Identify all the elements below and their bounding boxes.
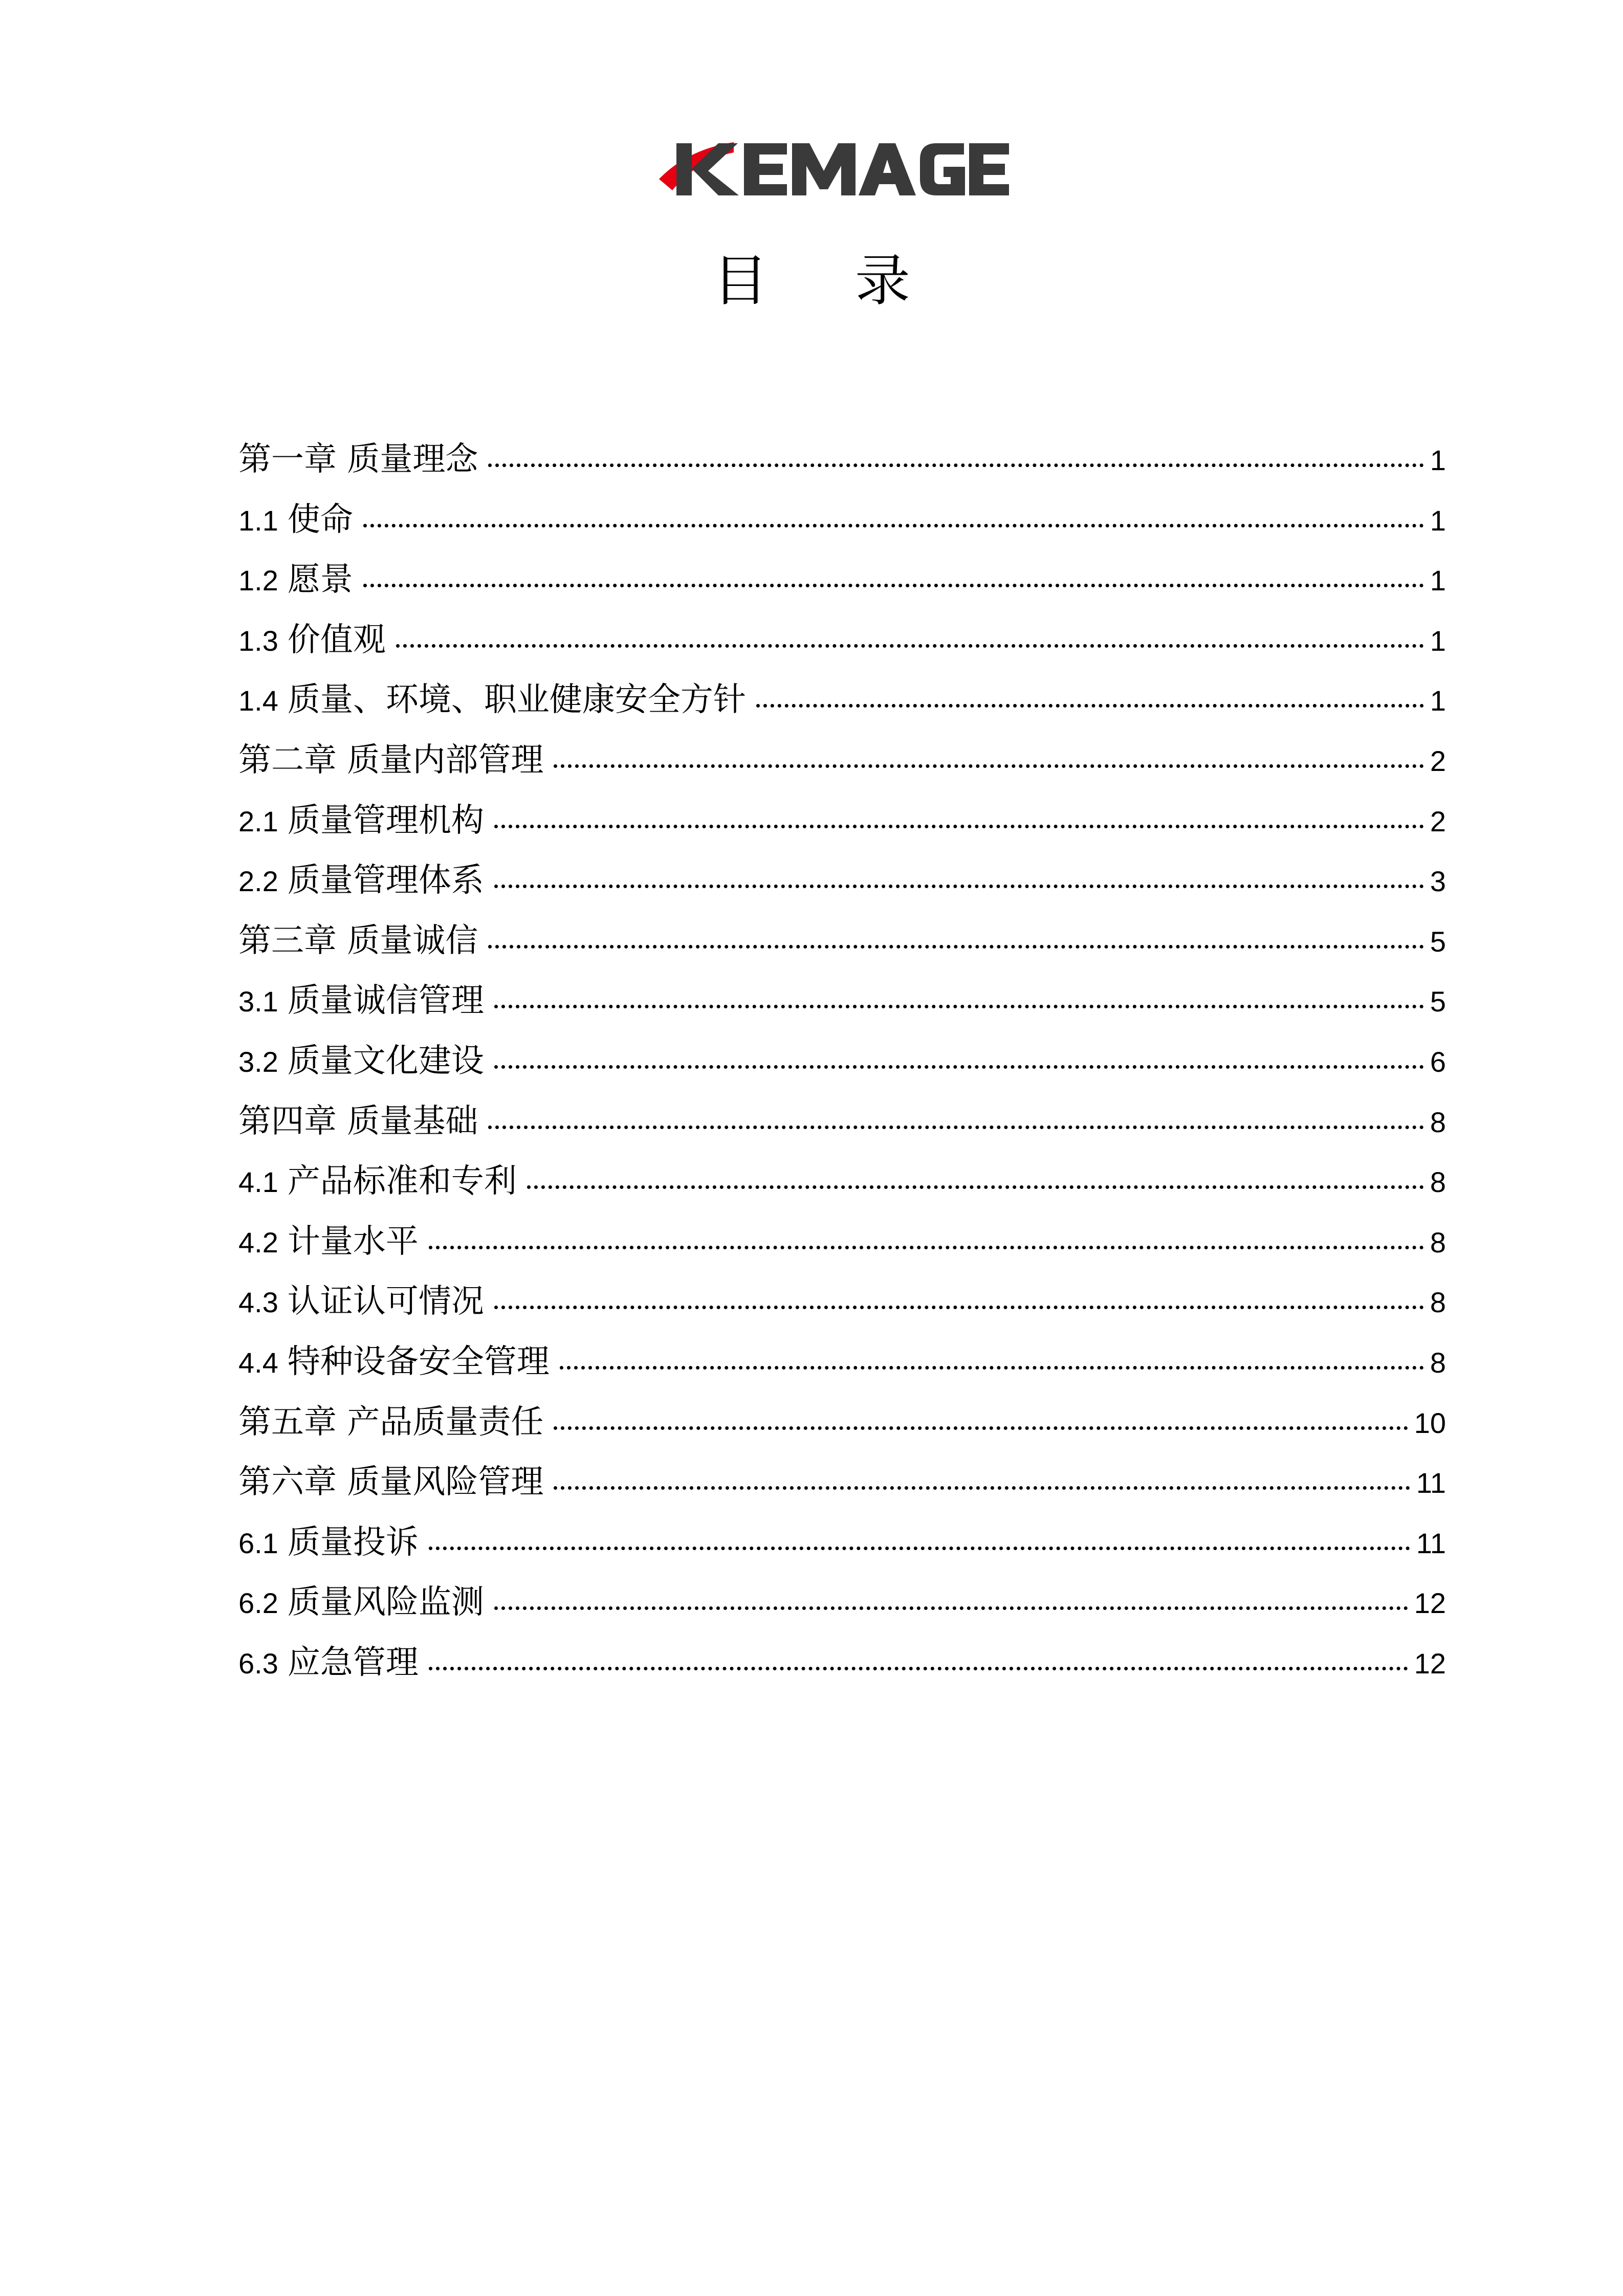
- toc-entry-text: 应急管理: [287, 1643, 419, 1682]
- toc-entry-text: 产品标准和专利: [287, 1162, 517, 1201]
- toc-entry-label: [238, 1633, 423, 1694]
- toc-entry-label: [238, 1332, 554, 1393]
- toc-page-number: 2: [1430, 805, 1446, 837]
- toc-page-number: 5: [1430, 985, 1446, 1018]
- toc-entry-number: 6.1: [238, 1527, 278, 1559]
- toc-page-number: 3: [1430, 865, 1446, 898]
- toc-entry-number: 2.2: [238, 865, 278, 898]
- toc-dot-leader: [488, 1125, 1424, 1129]
- toc-entry-label: [238, 1152, 521, 1212]
- toc-entry-text: 质量文化建设: [287, 1042, 484, 1080]
- toc-page-number: 8: [1430, 1226, 1446, 1259]
- toc-entry-text: 第六章 质量风险管理: [238, 1463, 544, 1502]
- toc-dot-leader: [488, 463, 1424, 467]
- toc-dot-leader: [494, 1306, 1424, 1309]
- toc-entry-text: 第一章 质量理念: [238, 440, 478, 478]
- toc-entry-text: 计量水平: [287, 1222, 419, 1261]
- toc-entry-number: 1.3: [238, 624, 278, 657]
- toc-entry-label: [238, 670, 750, 731]
- toc-chapter-entry[interactable]: [238, 430, 1446, 490]
- toc-page-number: 8: [1430, 1166, 1446, 1199]
- toc-dot-leader: [494, 1005, 1424, 1008]
- toc-chapter-entry[interactable]: [238, 1452, 1446, 1513]
- toc-dot-leader: [554, 1486, 1410, 1490]
- toc-dot-leader: [363, 584, 1424, 587]
- toc-entry-label: [238, 971, 488, 1032]
- toc-entry-number: 2.1: [238, 805, 278, 837]
- toc-section-entry[interactable]: [238, 1031, 1446, 1092]
- toc-page-number: 11: [1416, 1467, 1446, 1499]
- toc-entry-text: 愿景: [287, 561, 353, 599]
- toc-dot-leader: [554, 1426, 1408, 1430]
- table-of-contents: [238, 430, 1446, 1693]
- toc-page-number: 5: [1430, 925, 1446, 958]
- toc-dot-leader: [488, 945, 1424, 948]
- toc-chapter-entry[interactable]: [238, 731, 1446, 791]
- toc-entry-text: 质量、环境、职业健康安全方针: [287, 681, 746, 719]
- toc-entry-label: [238, 911, 482, 972]
- toc-page-number: 2: [1430, 744, 1446, 777]
- toc-entry-number: 4.1: [238, 1166, 278, 1199]
- toc-entry-label: [238, 1272, 488, 1333]
- toc-entry-label: [238, 1212, 423, 1273]
- kemage-logo: [657, 139, 1010, 200]
- toc-page-number: 8: [1430, 1346, 1446, 1379]
- toc-entry-number: 6.2: [238, 1587, 278, 1620]
- toc-page-number: 11: [1416, 1527, 1446, 1559]
- toc-page-number: 10: [1414, 1406, 1446, 1439]
- toc-page-number: 1: [1430, 624, 1446, 657]
- toc-section-entry[interactable]: [238, 670, 1446, 731]
- toc-chapter-entry[interactable]: [238, 1092, 1446, 1152]
- toc-entry-label: [238, 430, 482, 490]
- toc-page-number: 1: [1430, 685, 1446, 717]
- toc-section-entry[interactable]: [238, 1513, 1446, 1573]
- toc-dot-leader: [527, 1185, 1424, 1189]
- toc-entry-text: 第三章 质量诚信: [238, 921, 478, 960]
- toc-title: 目录: [712, 249, 997, 313]
- toc-entry-number: 4.3: [238, 1286, 278, 1319]
- toc-entry-text: 质量风险监测: [287, 1583, 484, 1622]
- toc-chapter-entry[interactable]: [238, 1393, 1446, 1453]
- toc-dot-leader: [396, 644, 1424, 648]
- toc-page-number: 8: [1430, 1106, 1446, 1138]
- toc-section-entry[interactable]: [238, 610, 1446, 671]
- toc-dot-leader: [560, 1366, 1424, 1370]
- toc-dot-leader: [429, 1246, 1424, 1249]
- toc-entry-label: [238, 851, 488, 912]
- toc-section-entry[interactable]: [238, 490, 1446, 550]
- toc-entry-text: 第五章 产品质量责任: [238, 1403, 544, 1441]
- toc-section-entry[interactable]: [238, 1152, 1446, 1212]
- toc-entry-label: [238, 1031, 488, 1092]
- toc-page-number: 6: [1430, 1045, 1446, 1078]
- toc-section-entry[interactable]: [238, 791, 1446, 851]
- toc-entry-text: 价值观: [287, 621, 386, 659]
- toc-entry-label: [238, 490, 357, 551]
- toc-section-entry[interactable]: [238, 1573, 1446, 1633]
- toc-entry-label: [238, 1452, 547, 1513]
- toc-entry-text: 质量管理机构: [287, 801, 484, 840]
- toc-page-number: 12: [1414, 1587, 1446, 1620]
- toc-entry-number: 4.2: [238, 1226, 278, 1259]
- toc-entry-number: 1.1: [238, 504, 278, 537]
- toc-section-entry[interactable]: [238, 550, 1446, 610]
- toc-dot-leader: [429, 1547, 1410, 1550]
- toc-page-number: 12: [1414, 1647, 1446, 1680]
- toc-section-entry[interactable]: [238, 1633, 1446, 1693]
- toc-dot-leader: [554, 764, 1424, 768]
- toc-entry-text: 质量投诉: [287, 1523, 419, 1561]
- toc-entry-text: 特种设备安全管理: [287, 1342, 550, 1381]
- toc-entry-text: 使命: [287, 500, 353, 539]
- toc-page-number: 1: [1430, 504, 1446, 537]
- toc-section-entry[interactable]: [238, 851, 1446, 911]
- toc-entry-text: 第四章 质量基础: [238, 1102, 478, 1140]
- toc-dot-leader: [494, 1606, 1408, 1610]
- toc-section-entry[interactable]: [238, 971, 1446, 1031]
- toc-entry-text: 认证认可情况: [287, 1283, 484, 1321]
- toc-page-number: 1: [1430, 444, 1446, 476]
- toc-entry-number: 4.4: [238, 1346, 278, 1379]
- toc-page-number: 1: [1430, 564, 1446, 597]
- toc-chapter-entry[interactable]: [238, 911, 1446, 972]
- toc-entry-number: 3.2: [238, 1045, 278, 1078]
- toc-entry-number: 3.1: [238, 985, 278, 1018]
- toc-entry-label: [238, 1092, 482, 1152]
- toc-entry-label: [238, 1573, 488, 1633]
- toc-entry-number: 6.3: [238, 1647, 278, 1680]
- toc-entry-label: [238, 1513, 423, 1574]
- toc-entry-label: [238, 791, 488, 852]
- toc-entry-label: [238, 550, 357, 611]
- toc-entry-label: [238, 731, 547, 791]
- toc-dot-leader: [494, 825, 1424, 828]
- toc-entry-label: [238, 610, 390, 671]
- toc-entry-number: 1.4: [238, 685, 278, 717]
- toc-section-entry[interactable]: [238, 1332, 1446, 1393]
- toc-dot-leader: [363, 524, 1424, 527]
- toc-entry-text: 第二章 质量内部管理: [238, 741, 544, 779]
- toc-dot-leader: [494, 885, 1424, 888]
- toc-dot-leader: [494, 1065, 1424, 1069]
- toc-section-entry[interactable]: [238, 1272, 1446, 1332]
- toc-entry-text: 质量诚信管理: [287, 982, 484, 1020]
- kemage-logo-graphic: [657, 139, 1010, 200]
- toc-entry-text: 质量管理体系: [287, 862, 484, 900]
- toc-page-number: 8: [1430, 1286, 1446, 1319]
- toc-section-entry[interactable]: [238, 1212, 1446, 1272]
- toc-dot-leader: [429, 1667, 1408, 1670]
- toc-dot-leader: [756, 704, 1424, 708]
- toc-entry-label: [238, 1393, 547, 1453]
- toc-entry-number: 1.2: [238, 564, 278, 597]
